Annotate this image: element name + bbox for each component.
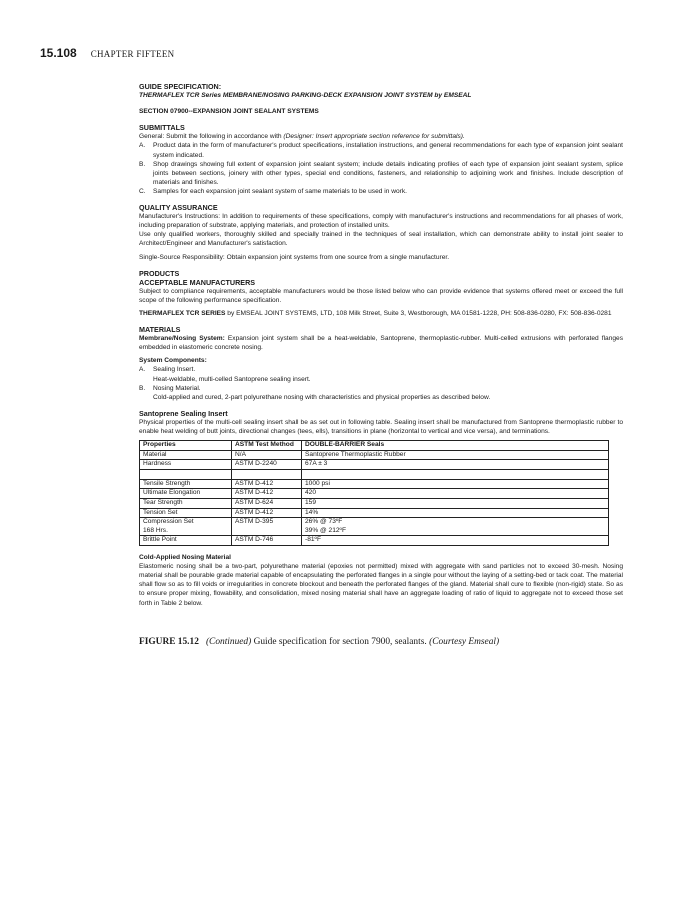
submittal-item (139, 141, 623, 159)
figure-caption (139, 637, 499, 647)
table-header: Properties (140, 441, 232, 451)
table-header: DOUBLE-BARRIER Seals (302, 441, 609, 451)
qa-paragraph: Single-Source Responsibility: Obtain expansion joint systems from one source from a single manufacturer. (139, 253, 450, 261)
item-marker: B. (139, 160, 146, 168)
nosing-heading: Cold-Applied Nosing Material (139, 554, 231, 562)
nosing-paragraph: Elastomeric nosing shall be a two-part, polyurethane material (epoxies not permitted) mixed with aggregate with sand particles not to exceed 30-mesh. Nosing material shall be pourable grade material capable of encapsulating the perforated flanges in a single pour without the laying of a setting-bed or tack coat. The material shall flow so as to fill voids or irregularities in concrete blockout and beneath the perforated flanges of the gland. Material shall cure to flexible (non-rigid) state. So as to ensure proper mixing, flowability, and consolidation, mixed nosing material shall have an aggregate loading of ratio of liquid to aggregate not to exceed those set forth in Table 2 below. (139, 563, 623, 607)
table-cell: Tear Strength (140, 499, 232, 509)
table-cell: ASTM D-412 (232, 508, 302, 518)
general-note: (Designer: Insert appropriate section reference for submittals). (283, 133, 465, 141)
materials-heading: MATERIALS (139, 325, 181, 335)
table-row (140, 489, 609, 499)
component-item (139, 384, 623, 393)
products-paragraph: Subject to compliance requirements, acceptable manufacturers would be those listed below who can provide evidence that systems offered meet or exceed the full scope of the following performance specification. (139, 287, 623, 304)
item-marker: A. (139, 366, 146, 374)
table-cell: ASTM D-624 (232, 499, 302, 509)
component-name: Nosing Material. (153, 384, 201, 392)
table-row (140, 518, 609, 536)
spec-subtitle: THERMAFLEX TCR Series MEMBRANE/NOSING PARKING-DECK EXPANSION JOINT SYSTEM by EMSEAL (139, 92, 472, 100)
table-row (140, 536, 609, 546)
table-cell: 159 (302, 499, 609, 509)
table-row (140, 450, 609, 460)
item-text: Product data in the form of manufacturer's product specifications, installation instructions, and general recommendations for each type of expansion joint sealant system indicated. (153, 142, 623, 159)
submittals-heading: SUBMITTALS (139, 123, 185, 133)
figure-label: FIGURE 15.12 (139, 637, 199, 647)
table-cell: 420 (302, 489, 609, 499)
table-cell: ASTM D-412 (232, 479, 302, 489)
components-heading: System Components: (139, 357, 207, 365)
qa-paragraph: Manufacturer's Instructions: In addition to requirements of these specifications, comply with manufacturer's instructions and recommendations for all phases of work, including preparation of substrate, applying materials, and protection of installed units. (139, 213, 623, 230)
table-cell: ASTM D-2240 (232, 460, 302, 470)
table-cell: ASTM D-395 (232, 518, 302, 536)
system-text: Expansion joint system shall be a heat-weldable, Santoprene, thermoplastic-rubber. Multi-celled extrusions with perforated flanges embedded in elastomeric concrete nosing. (139, 335, 623, 352)
table-cell: 67A ± 3 (302, 460, 609, 470)
properties-table (139, 440, 609, 546)
item-marker: C. (139, 187, 146, 195)
submittals-general (139, 132, 623, 141)
submittal-item (139, 187, 623, 196)
table-cell: Ultimate Elongation (140, 489, 232, 499)
manufacturers-heading: ACCEPTABLE MANUFACTURERS (139, 277, 256, 287)
qa-heading: QUALITY ASSURANCE (139, 203, 218, 213)
component-name: Sealing Insert. (153, 366, 196, 374)
table-header: ASTM Test Method (232, 441, 302, 451)
table-cell: 1000 psi (302, 479, 609, 489)
submittal-item (139, 160, 623, 187)
caption-text: Guide specification for section 7900, sealants. (251, 637, 430, 647)
table-cell: -81ºF (302, 536, 609, 546)
manufacturer-address: by EMSEAL JOINT SYSTEMS, LTD, 108 Milk Street, Suite 3, Westborough, MA 01581-1228, PH: 508-836-0280, FX: 508-836-0281 (225, 309, 612, 317)
page-number: 15.108 (40, 46, 77, 60)
spec-title: GUIDE SPECIFICATION: (139, 82, 222, 91)
table-row (140, 479, 609, 489)
table-header-row (140, 441, 609, 451)
manufacturer-contact (139, 309, 623, 318)
santoprene-heading: Santoprene Sealing Insert (139, 408, 228, 418)
table-cell: Brittle Point (140, 536, 232, 546)
materials-paragraph (139, 334, 623, 352)
cell-line: 26% @ 73ºF (305, 518, 343, 526)
manufacturer-name: THERMAFLEX TCR SERIES (139, 309, 226, 317)
table-cell: Hardness (140, 460, 232, 470)
table-cell: Tension Set (140, 508, 232, 518)
cell-line: Compression Set (143, 518, 194, 526)
table-cell: ASTM D-412 (232, 489, 302, 499)
item-marker: A. (139, 142, 146, 150)
caption-continued: (Continued) (205, 637, 252, 647)
table-row (140, 508, 609, 518)
table-cell: Tensile Strength (140, 479, 232, 489)
cell-line: 168 Hrs. (143, 526, 168, 534)
caption-courtesy: (Courtesy Emseal) (429, 637, 500, 647)
santoprene-paragraph: Physical properties of the multi-cell sealing insert shall be as set out in following table. Sealing insert shall be manufactured from Santoprene thermoplastic rubber to enable heat welding of butt joints, directional changes (tees, ells), transitions in plane (horizontal to vertical and vice versa), and terminations. (139, 418, 623, 435)
qa-paragraph: Use only qualified workers, thoroughly skilled and specially trained in the techniques of seal installation, which can demonstrate ability to install joint sealer to Architect/Engineer and Manufacturer's satisfaction. (139, 231, 623, 248)
component-desc: Heat-weldable, multi-celled Santoprene sealing insert. (153, 375, 311, 383)
table-spacer-row (140, 469, 609, 479)
table-cell (140, 518, 232, 536)
table-row (140, 499, 609, 509)
table-row (140, 460, 609, 470)
general-text: General: Submit the following in accordance with (139, 133, 284, 141)
table-cell: ASTM D-746 (232, 536, 302, 546)
component-item (139, 365, 623, 374)
table-cell: Santoprene Thermoplastic Rubber (302, 450, 609, 460)
item-text: Shop drawings showing full extent of expansion joint sealant system; include details indicating profiles of each type of expansion joint sealant system, splice joints between sections, joinery with other types, special end conditions, fasteners, and relationship to adjoining work and finishes. Include description of materials and finishes. (153, 160, 623, 186)
item-marker: B. (139, 384, 146, 392)
guide-specification (139, 82, 623, 608)
system-label: Membrane/Nosing System: (139, 335, 225, 343)
table-cell (302, 518, 609, 536)
table-cell: N/A (232, 450, 302, 460)
cell-line: 39% @ 212ºF (305, 526, 346, 534)
item-text: Samples for each expansion joint sealant system of same materials to be used in work. (153, 187, 407, 195)
chapter-title: CHAPTER FIFTEEN (90, 49, 175, 59)
section-heading: SECTION 07900--EXPANSION JOINT SEALANT SYSTEMS (139, 108, 319, 116)
running-header (40, 46, 174, 60)
table-cell: Material (140, 450, 232, 460)
table-cell: 14% (302, 508, 609, 518)
products-heading: PRODUCTS (139, 268, 180, 278)
component-desc: Cold-applied and cured, 2-part polyurethane nosing with characteristics and physical properties as described below. (153, 393, 491, 401)
